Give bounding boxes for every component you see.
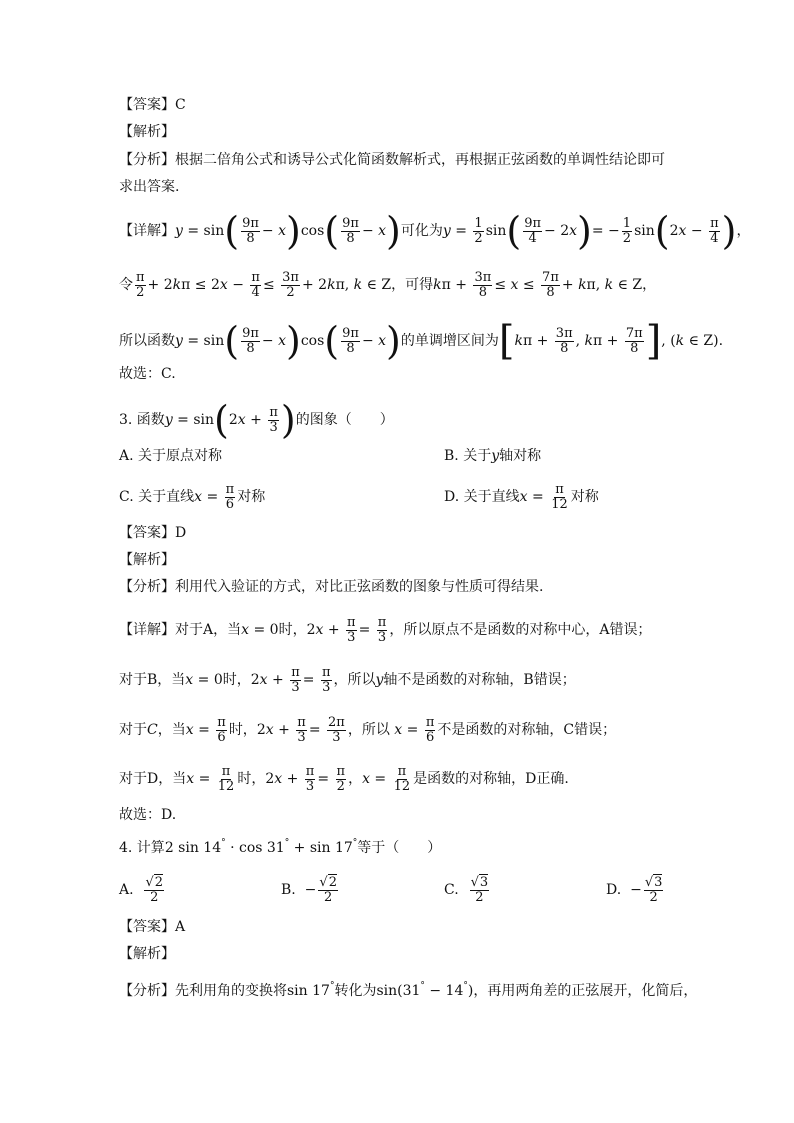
fenxi-text: 根据二倍角公式和诱导公式化简函数解析式，再根据正弦函数的单调性结论即可 (175, 152, 665, 168)
fenxi-tag: 【分析】 (119, 983, 175, 999)
q3-option-b: B. 关于y轴对称 (444, 448, 542, 464)
detail-text: 时， (228, 722, 257, 739)
q3-option-a: A. 关于原点对称 (119, 448, 223, 464)
q2-detail-line3: 所以函数y = sin( $\frac{9\pi}{8}$ − x)cos( $\frac{9\pi}{8}$ − x)的单调增区间为[kπ + $\frac{3\pi}{8}$ , kπ + $\frac{7\pi}{8}$ ], (k ∈ Z). (119, 318, 724, 364)
detail-text: ，所以 (333, 672, 376, 689)
q4-option-b: B. − $\frac{√2}{2}$ (281, 875, 337, 905)
detail-text: 令 (119, 277, 133, 294)
detail-text: 的单调增区间为 (400, 333, 499, 349)
option-b-suffix: 轴对称 (499, 448, 542, 464)
option-c-prefix: C. 关于直线 (119, 489, 195, 506)
detail-text: 是函数的对称轴，D正确. (413, 771, 569, 788)
q3-option-d: D. 关于直线x = $\frac{\pi}{12}$ 对称 (444, 482, 599, 512)
q3-option-c: C. 关于直线x = $\frac{\pi}{6}$ 对称 (119, 482, 266, 512)
q2-fenxi-line1 (119, 150, 665, 170)
q3-stem: 3. 函数y = sin(2x + $\frac{\pi}{3}$ )的图象（ ） (119, 398, 394, 442)
option-label: B. (281, 882, 296, 899)
answer-tag: 【答案】 (119, 97, 175, 113)
answer-tag: 【答案】 (119, 919, 175, 935)
q3-answer-line (119, 523, 186, 543)
q4-analysis-tag: 【解析】 (119, 946, 175, 962)
option-label: C. (444, 882, 459, 899)
q4-fenxi: 【分析】先利用角的变换将sin 17°转化为sin(31° − 14°)，再用两角差的正弦展开，化简后， (119, 981, 698, 999)
fenxi-text: 利用代入验证的方式，对比正弦函数的图象与性质可得结果. (175, 579, 544, 595)
q2-fenxi-line2: 求出答案. (119, 179, 180, 195)
option-d-prefix: D. 关于直线 (444, 489, 520, 506)
fenxi-text: 转化为 (334, 983, 377, 999)
detail-text: ，所以 (347, 722, 390, 739)
detail-text: ，所以原点不是函数的对称中心，A错误； (389, 622, 652, 639)
fenxi-text: ，再用两角差的正弦展开，化简后， (473, 983, 698, 999)
detail-tag: 【详解】 (119, 223, 175, 240)
q3-detail-c: 对于C，当x = $\frac{\pi}{6}$ 时，2x + $\frac{\pi}{3}$ = $\frac{2\pi}{3}$ ，所以 x = $\frac{\pi}{6}$ 不是函数的对称轴，C错误； (119, 715, 617, 745)
q2-answer-line (119, 95, 186, 115)
answer-value: A (175, 919, 186, 935)
q2-analysis-tag: 【解析】 (119, 124, 175, 140)
detail-text: ，可得 (391, 277, 434, 294)
option-c-suffix: 对称 (237, 489, 266, 506)
detail-text: 所以函数 (119, 333, 175, 349)
detail-text: 时， (278, 622, 307, 639)
option-b-prefix: B. 关于 (444, 448, 492, 464)
q4-option-d: D. − $\frac{√3}{2}$ (606, 875, 663, 905)
q2-detail-line1: 【详解】y = sin( $\frac{9\pi}{8}$ − x)cos( $\frac{9\pi}{8}$ − x)可化为y = $\frac{1}{2}$ sin( $\frac{9\pi}{4}$ − 2x)= − $\frac{1}{2}$ sin(2x − $\frac{\pi}{4}$ )， (119, 209, 751, 253)
detail-text: 轴不是函数的对称轴，B错误； (383, 672, 576, 689)
fenxi-text: 先利用角的变换将 (175, 983, 287, 999)
answer-value: D (175, 525, 187, 541)
q2-conclusion: 故选：C. (119, 366, 176, 382)
detail-text: 对于 (119, 722, 147, 739)
option-label: A. (119, 882, 134, 899)
option-label: D. (606, 882, 622, 899)
detail-text: 时， (222, 672, 251, 689)
q4-stem-suffix: 等于（ ） (357, 840, 442, 856)
q3-detail-b: 对于B，当x = 0时，2x + $\frac{\pi}{3}$ = $\frac{\pi}{3}$ ，所以y轴不是函数的对称轴，B错误； (119, 665, 576, 695)
fenxi-tag: 【分析】 (119, 152, 175, 168)
q2-detail-line2: 令 $\frac{\pi}{2}$ + 2kπ ≤ 2x − $\frac{\pi}{4}$ ≤ $\frac{3\pi}{2}$ + 2kπ, k ∈ Z，可得kπ + $\frac{3\pi}{8}$ ≤ x ≤ $\frac{7\pi}{8}$ + kπ, k ∈ Z， (119, 270, 657, 300)
detail-text: 不是函数的对称轴，C错误； (437, 722, 617, 739)
detail-text: 对于A，当 (175, 622, 242, 639)
detail-text: 可化为 (400, 223, 443, 240)
q3-stem-suffix: 的图象（ ） (295, 412, 394, 429)
q3-fenxi (119, 577, 543, 597)
detail-text: 对于D，当 (119, 771, 187, 788)
answer-tag: 【答案】 (119, 525, 175, 541)
fenxi-tag: 【分析】 (119, 579, 175, 595)
option-d-suffix: 对称 (570, 489, 599, 506)
detail-text: 时， (237, 771, 266, 788)
q3-detail-a: 【详解】对于A，当x = 0时，2x + $\frac{\pi}{3}$ = $\frac{\pi}{3}$ ，所以原点不是函数的对称中心，A错误； (119, 615, 652, 645)
q4-answer-line (119, 917, 185, 937)
q3-conclusion: 故选：D. (119, 807, 177, 823)
q4-stem: 4. 计算2 sin 14° · cos 31° + sin 17°等于（ ） (119, 838, 442, 856)
q3-detail-d: 对于D，当x = $\frac{\pi}{12}$ 时，2x + $\frac{\pi}{3}$ = $\frac{\pi}{2}$ ，x = $\frac{\pi}{12}$ 是函数的对称轴，D正确. (119, 764, 569, 794)
q4-option-a: A. $\frac{√2}{2}$ (119, 875, 164, 905)
detail-text: ，当 (157, 722, 186, 739)
detail-tag: 【详解】 (119, 622, 175, 639)
detail-text: 对于B，当 (119, 672, 186, 689)
q4-stem-prefix: 4. 计算 (119, 840, 165, 856)
q4-option-c: C. $\frac{√3}{2}$ (444, 875, 489, 905)
answer-value: C (175, 97, 186, 113)
q3-analysis-tag: 【解析】 (119, 552, 175, 568)
q3-stem-prefix: 3. 函数 (119, 412, 165, 429)
